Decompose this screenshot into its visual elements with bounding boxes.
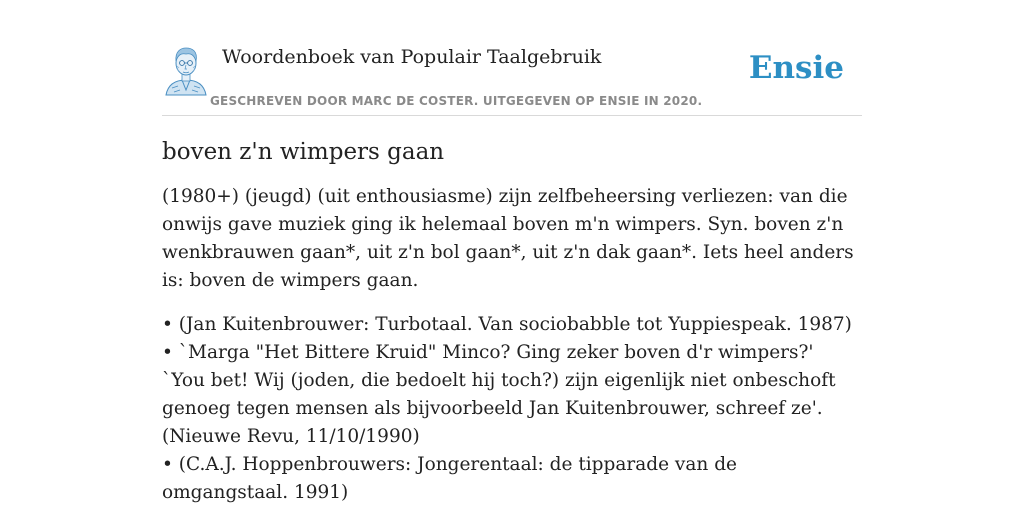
quotation-line: • (Jan Kuitenbrouwer: Turbotaal. Van sociobabble tot Yuppiespeak. 1987) xyxy=(162,314,852,335)
author-portrait-icon xyxy=(164,46,208,96)
site-header xyxy=(162,40,862,116)
quotation-list xyxy=(162,311,862,507)
entry-term: boven z'n wimpers gaan xyxy=(162,139,445,165)
entry-content xyxy=(162,139,862,507)
quotation-line: `You bet! Wij (joden, die bedoelt hij toch?) zijn eigenlijk niet onbeschoft genoeg tegen mensen als bijvoorbeeld Jan Kuitenbrouwer, schreef ze'. (Nieuwe Revu, 11/10/1990) xyxy=(162,370,836,447)
byline: GESCHREVEN DOOR MARC DE COSTER. UITGEGEVEN OP ENSIE IN 2020. xyxy=(210,94,703,108)
entry-definition: (1980+) (jeugd) (uit enthousiasme) zijn zelfbeheersing verliezen: van die onwijs gave muziek ging ik helemaal boven m'n wimpers. Syn. boven z'n wenkbrauwen gaan*, uit z'n bol gaan*, uit z'n dak gaan*. Iets heel anders is: boven de wimpers gaan. xyxy=(162,186,854,291)
book-title[interactable]: Woordenboek van Populair Taalgebruik xyxy=(222,46,602,68)
quotation-line: • (C.A.J. Hoppenbrouwers: Jongerentaal: de tipparade van de omgangstaal. 1991) xyxy=(162,454,737,503)
ensie-logo-link[interactable]: Ensie xyxy=(748,50,844,86)
quotation-line: • `Marga "Het Bittere Kruid" Minco? Ging zeker boven d'r wimpers?' xyxy=(162,342,814,363)
